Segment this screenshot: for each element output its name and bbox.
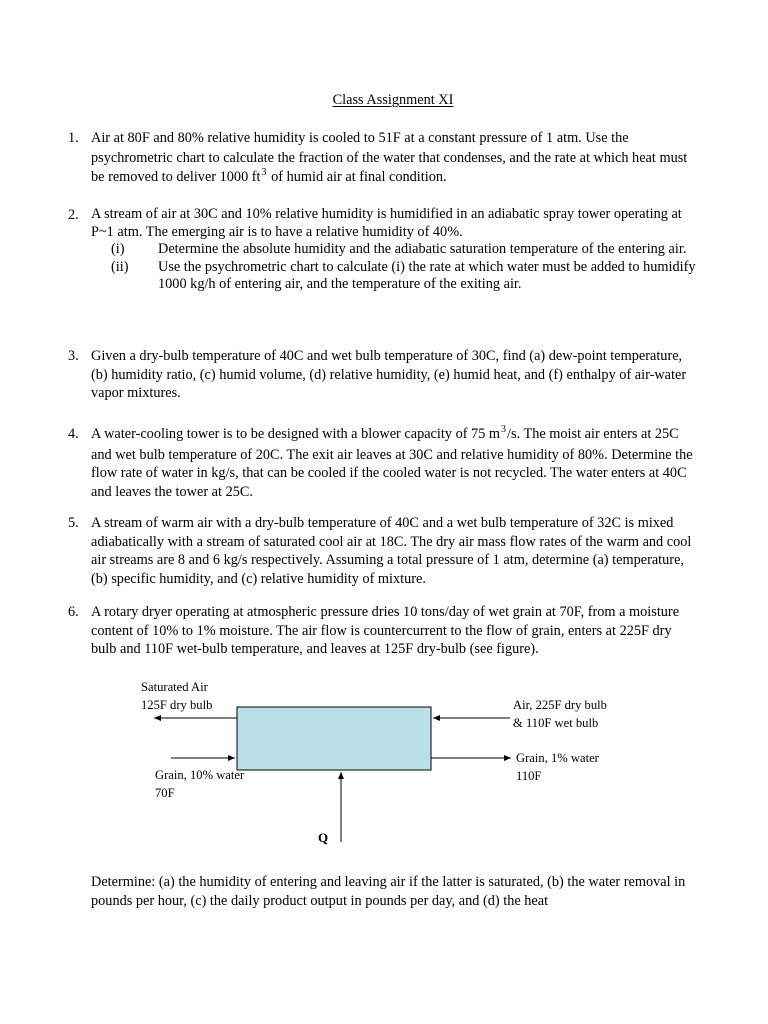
determine-text: Determine: (a) the humidity of entering and leaving air if the latter is saturated, (b) the water removal in pounds per hour, (c) the daily product output in pounds per day, and (d) the heat xyxy=(91,874,686,909)
grain-out-label: Grain, 1% water 110F xyxy=(516,751,599,783)
subitem-ii: (ii) Use the psychrometric chart to calculate (i) the rate at which water must be added to humidify 1000 kg/h of entering air, and the temperature of the exiting air. xyxy=(111,258,696,292)
problem-text: Given a dry-bulb temperature of 40C and wet bulb temperature of 30C, find (a) dew-point temperature, (b) humidity ratio, (c) humid volume, (d) relative humidity, (e) humid heat, and (f) enthalpy of air-water vapor mixtures. xyxy=(91,348,687,401)
problem-number: 5. xyxy=(68,515,79,531)
problem-text: A rotary dryer operating at atmospheric pressure dries 10 tons/day of wet grain at 70F, from a moisture content of 10% to 1% moisture. The air flow is countercurrent to the flow of grain, enters at 225F dry bulb and 110F wet-bulb temperature, and leaves at 125F dry-bulb (see figure). xyxy=(91,604,680,657)
subitem-i: (i) Determine the absolute humidity and the adiabatic saturation temperature of the entering air. xyxy=(111,241,687,257)
problem-number: 3. xyxy=(68,348,79,364)
subitem-number: (i) xyxy=(111,241,125,257)
air-in-label: Air, 225F dry bulb & 110F wet bulb xyxy=(513,698,607,730)
superscript: 3 xyxy=(501,424,507,435)
problem-text: A stream of warm air with a dry-bulb temperature of 40C and a wet bulb temperature of 32C is mixed adiabatically with a stream of saturated cool air at 18C. The dry air mass flow rates of the warm and cool air streams are 8 and 6 kg/s respectively. Assuming a total pressure of 1 atm, determine (a) temperature, (b) specific humidity, and (c) relative humidity of mixture. xyxy=(91,515,692,587)
superscript: 3 xyxy=(261,167,267,178)
saturated-air-label: Saturated Air 125F dry bulb xyxy=(141,680,213,712)
dryer-box xyxy=(237,707,431,770)
problem-number: 2. xyxy=(68,207,79,223)
heat-label: Q xyxy=(318,830,329,845)
problem-text: A stream of air at 30C and 10% relative humidity is humidified in an adiabatic spray tower operating at P~1 atm. The emerging air is to have a relative humidity of 40%. (i) Determine the absolute humidity and the adiabatic saturation temperature of the entering air. (ii) Use the psychrometric chart to calculate (i) the rate at which water must be added to humidify 1000 kg/h of entering air, and the temperature of the exiting air. xyxy=(91,206,700,294)
problem-number: 4. xyxy=(68,426,79,442)
problem-number: 6. xyxy=(68,604,79,620)
problem-number: 1. xyxy=(68,130,79,146)
problem-text: A water-cooling tower is to be designed with a blower capacity of 75 $m^3/s$. The moist air enters at 25C and wet bulb temperature of 20C. The exit air leaves at 30C and relative humidity of 80%. Determine the flow rate of water in kg/s, that can be cooled if the cooled water is not recycled. The water enters at 40C and leaves the tower at 25C. xyxy=(91,424,693,500)
grain-in-label: Grain, 10% water 70F xyxy=(155,768,245,800)
page-title: Class Assignment XI xyxy=(332,92,454,108)
problem-text: Air at 80F and 80% relative humidity is cooled to 51F at a constant pressure of 1 atm. Use the psychrometric chart to calculate the fraction of the water that condenses, and the rate at which heat must be removed to deliver 1000 $ft^3$ of humid air at final condition. xyxy=(91,130,688,185)
subitem-number: (ii) xyxy=(111,258,129,275)
